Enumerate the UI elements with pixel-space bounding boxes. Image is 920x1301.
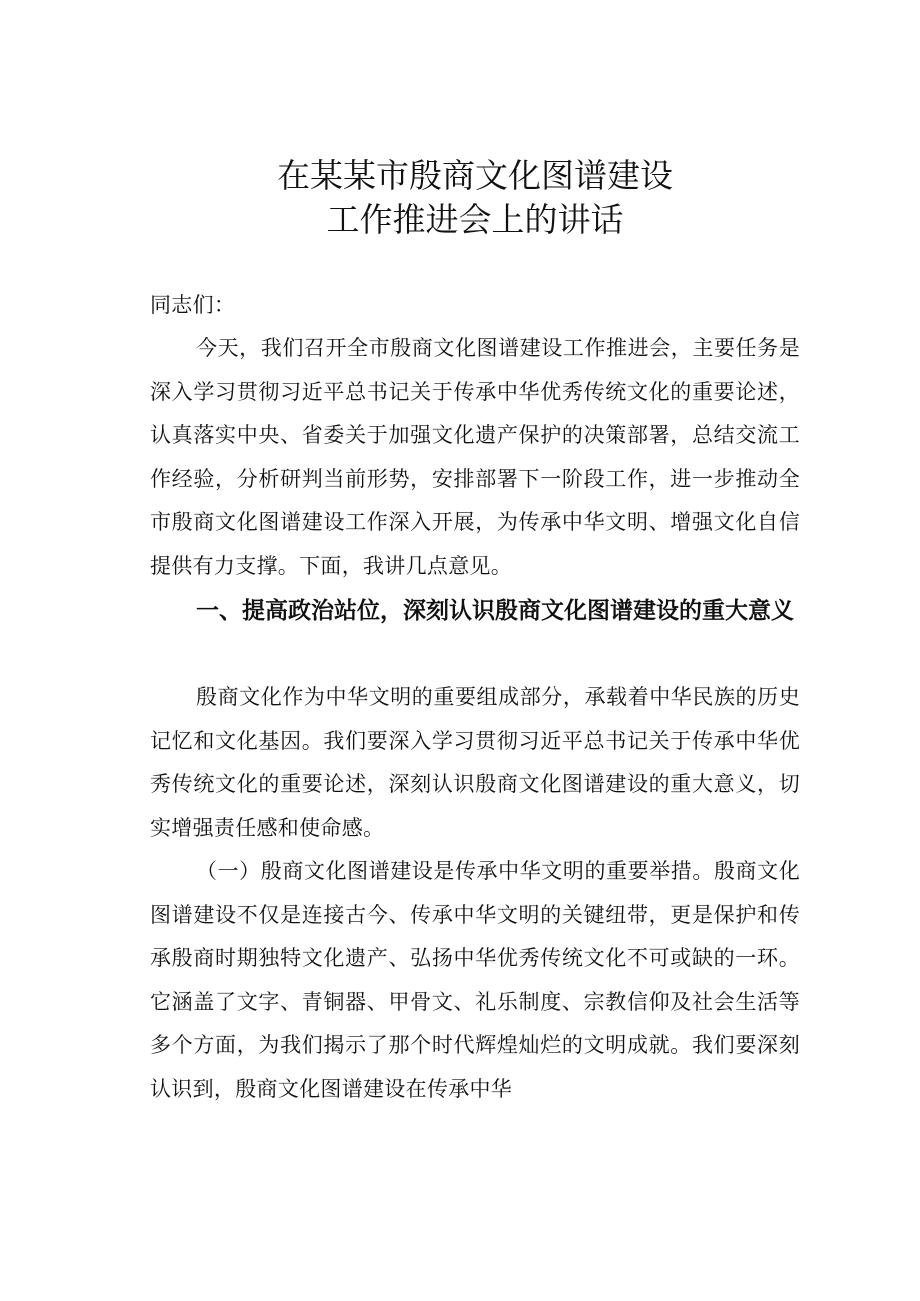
document-title-line-2: 工作推进会上的讲话	[326, 200, 624, 239]
salutation: 同志们：	[150, 293, 236, 317]
document-title-line-1: 在某某市殷商文化图谱建设	[277, 156, 673, 195]
opening-paragraph: 今天，我们召开全市殷商文化图谱建设工作推进会，主要任务是深入学习贯彻习近平总书记关于传承中华优秀传统文化的重要论述，认真落实中央、省委关于加强文化遗产保护的决策部署，总结交流工作经验，分析研判当前形势，安排部署下一阶段工作，进一步推动全市殷商文化图谱建设工作深入开展，为传承中华文明、增强文化自信提供有力支撑。下面，我讲几点意见。	[150, 336, 800, 578]
subsection-1-paragraph: （一）殷商文化图谱建设是传承中华文明的重要举措。殷商文化图谱建设不仅是连接古今、传承中华文明的关键纽带，更是保护和传承殷商时期独特文化遗产、弘扬中华优秀传统文化不可或缺的一环。它涵盖了文字、青铜器、甲骨文、礼乐制度、宗教信仰及社会生活等多个方面，为我们揭示了那个时代辉煌灿烂的文明成就。我们要深刻认识到，殷商文化图谱建设在传承中华	[150, 859, 800, 1101]
section-1-paragraph: 殷商文化作为中华文明的重要组成部分，承载着中华民族的历史记忆和文化基因。我们要深入学习贯彻习近平总书记关于传承中华优秀传统文化的重要论述，深刻认识殷商文化图谱建设的重大意义，切实增强责任感和使命感。	[150, 685, 800, 840]
section-1-heading: 一、提高政治站位，深刻认识殷商文化图谱建设的重大意义	[196, 598, 794, 624]
